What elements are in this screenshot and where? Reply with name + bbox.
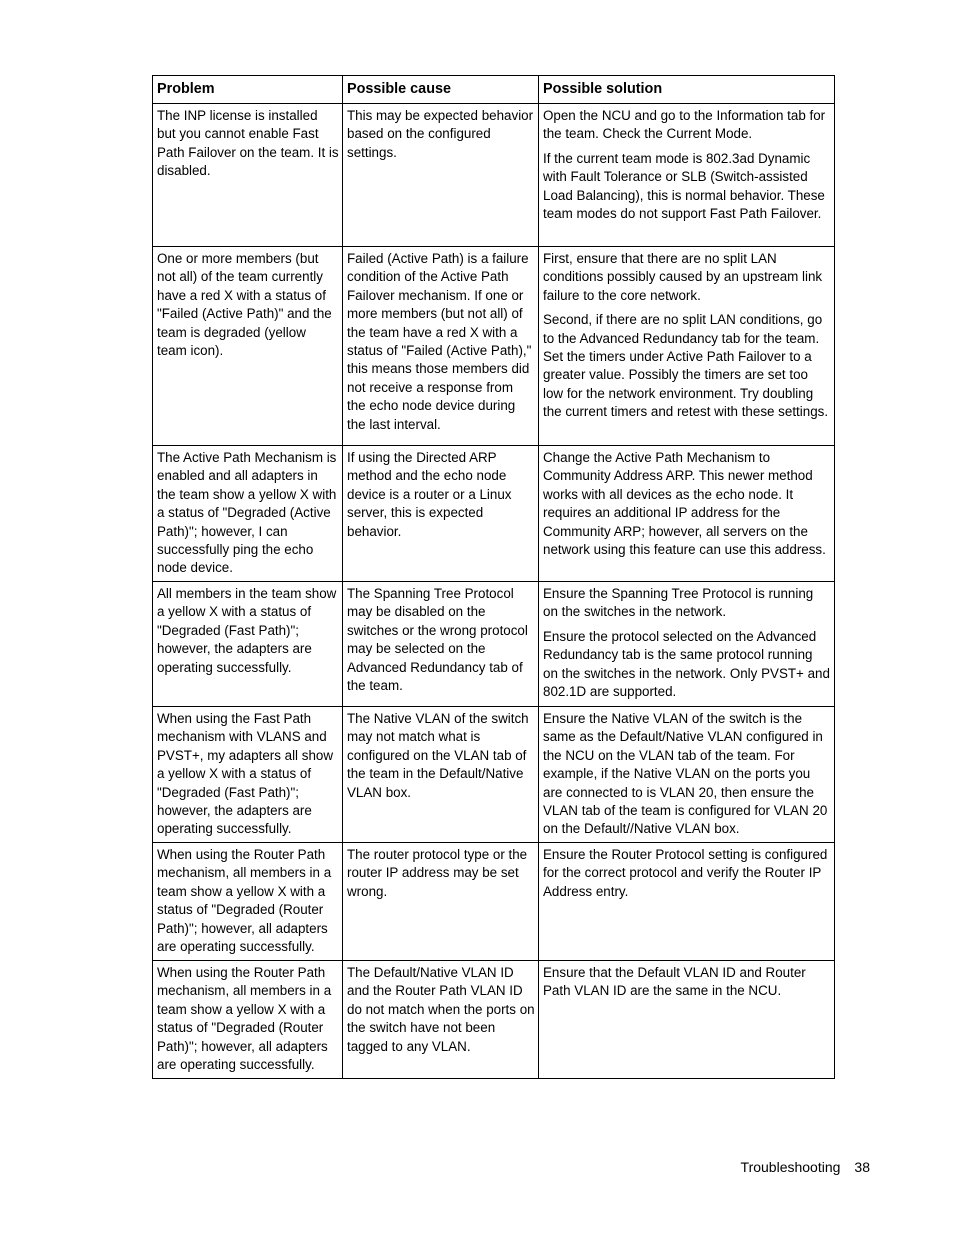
problem-cell: One or more members (but not all) of the team currently have a red X with a status of "Failed (Active Path)" and the team is degraded (yellow team icon).	[153, 247, 343, 446]
table-row	[153, 247, 835, 446]
problem-cell: The Active Path Mechanism is enabled and all adapters in the team show a yellow X with a status of "Degraded (Active Path)"; however, I can successfully ping the echo node device.	[153, 446, 343, 582]
cause-cell: This may be expected behavior based on the configured settings.	[343, 104, 539, 247]
page-number: 38	[854, 1159, 870, 1175]
problem-cell: When using the Fast Path mechanism with VLANS and PVST+, my adapters all show a yellow X with a status of "Degraded (Fast Path)"; however, the adapters are operating successfully.	[153, 707, 343, 843]
header-possible-cause: Possible cause	[343, 76, 539, 104]
troubleshooting-table	[152, 75, 835, 1079]
solution-paragraph: Ensure that the Default VLAN ID and Router Path VLAN ID are the same in the NCU.	[543, 965, 806, 999]
table-row	[153, 104, 835, 247]
solution-cell	[539, 843, 835, 961]
solution-paragraph: Ensure the Router Protocol setting is configured for the correct protocol and verify the Router IP Address entry.	[543, 847, 828, 899]
solution-cell	[539, 961, 835, 1079]
header-problem: Problem	[153, 76, 343, 104]
solution-paragraph: Second, if there are no split LAN conditions, go to the Advanced Redundancy tab for the team. Set the timers under Active Path Failover to a greater value. Possibly the timers are set too low for the network environment. Try doubling the current timers and retest with these settings.	[543, 312, 829, 420]
solution-cell	[539, 582, 835, 707]
table-row	[153, 582, 835, 707]
page-footer	[741, 1158, 870, 1176]
solution-paragraph: First, ensure that there are no split LAN conditions possibly caused by an upstream link failure to the core network.	[543, 251, 823, 303]
table-row	[153, 446, 835, 582]
cause-cell: The Native VLAN of the switch may not match what is configured on the VLAN tab of the team in the Default/Native VLAN box.	[343, 707, 539, 843]
problem-cell: When using the Router Path mechanism, all members in a team show a yellow X with a status of "Degraded (Router Path)"; however, all adapters are operating successfully.	[153, 843, 343, 961]
problem-cell: When using the Router Path mechanism, all members in a team show a yellow X with a status of "Degraded (Router Path)"; however, all adapters are operating successfully.	[153, 961, 343, 1079]
table-header-row	[153, 76, 835, 104]
solution-paragraph: Ensure the Native VLAN of the switch is the same as the Default/Native VLAN configured in the NCU on the VLAN tab of the team. For example, if the Native VLAN on the ports you are connected to is VLAN 20, then ensure the VLAN tab of the team is configured for VLAN 20 on the Default//Native VLAN box.	[543, 711, 828, 837]
cause-cell: If using the Directed ARP method and the echo node device is a router or a Linux server, this is expected behavior.	[343, 446, 539, 582]
cause-cell: The router protocol type or the router IP address may be set wrong.	[343, 843, 539, 961]
solution-cell	[539, 104, 835, 247]
solution-paragraph: Ensure the protocol selected on the Advanced Redundancy tab is the same protocol running on the switches in the network. Only PVST+ and 802.1D are supported.	[543, 628, 830, 700]
table-row	[153, 707, 835, 843]
solution-cell	[539, 446, 835, 582]
solution-paragraph: Ensure the Spanning Tree Protocol is running on the switches in the network.	[543, 586, 814, 620]
cause-cell: The Spanning Tree Protocol may be disabled on the switches or the wrong protocol may be selected on the Advanced Redundancy tab of the team.	[343, 582, 539, 707]
problem-cell: All members in the team show a yellow X with a status of "Degraded (Fast Path)"; however, the adapters are operating successfully.	[153, 582, 343, 707]
table-row	[153, 961, 835, 1079]
header-possible-solution: Possible solution	[539, 76, 835, 104]
solution-cell	[539, 707, 835, 843]
table-row	[153, 843, 835, 961]
footer-section-title: Troubleshooting	[740, 1159, 841, 1175]
cause-cell: The Default/Native VLAN ID and the Router Path VLAN ID do not match when the ports on the switch have not been tagged to any VLAN.	[343, 961, 539, 1079]
solution-paragraph: If the current team mode is 802.3ad Dynamic with Fault Tolerance or SLB (Switch-assisted Load Balancing), this is normal behavior. These team modes do not support Fast Path Failover.	[543, 150, 825, 222]
solution-paragraph: Change the Active Path Mechanism to Community Address ARP. This newer method works with all devices as the echo node. It requires an additional IP address for the Community ARP; however, all servers on the network using this feature can use this address.	[543, 450, 826, 558]
solution-cell	[539, 247, 835, 446]
problem-cell: The INP license is installed but you cannot enable Fast Path Failover on the team. It is disabled.	[153, 104, 343, 247]
cause-cell: Failed (Active Path) is a failure condition of the Active Path Failover mechanism. If one or more members (but not all) of the team have a red X with a status of "Failed (Active Path)," this means those members did not receive a response from the echo node device during the last interval.	[343, 247, 539, 446]
solution-paragraph: Open the NCU and go to the Information tab for the team. Check the Current Mode.	[543, 108, 826, 142]
